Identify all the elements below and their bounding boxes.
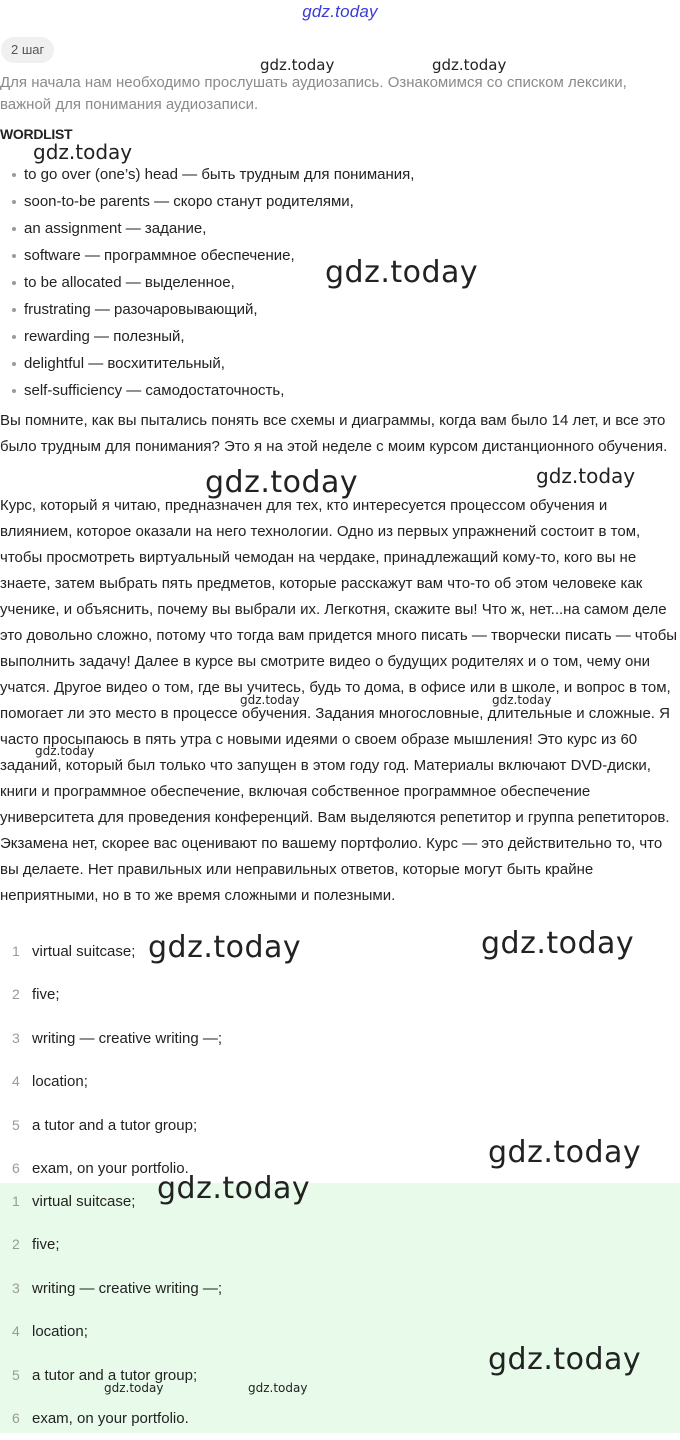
answer-number: 2 xyxy=(12,986,20,1003)
step-badge: 2 шаг xyxy=(1,37,54,63)
bullet-icon xyxy=(12,254,16,258)
answer-text: exam, on your portfolio. xyxy=(32,1409,189,1427)
answer-text: virtual suitcase; xyxy=(32,1193,136,1210)
wordlist-item xyxy=(12,296,414,323)
answer-text: five; xyxy=(32,1236,60,1254)
wordlist-item xyxy=(12,350,414,377)
answer-item xyxy=(0,1267,680,1310)
answer-number: 3 xyxy=(12,1279,20,1296)
wordlist-item-text: to go over (one’s) head — быть трудным для понимания, xyxy=(24,166,415,183)
answer-number: 6 xyxy=(12,1409,20,1426)
answer-item xyxy=(0,1310,680,1353)
wordlist-item xyxy=(12,242,414,269)
wordlist-item xyxy=(12,269,414,296)
bullet-icon xyxy=(12,173,16,177)
wordlist-item xyxy=(12,215,414,242)
intro-text: Для начала нам необходимо прослушать аудиозапись. Ознакомимся со списком лексики, важной для понимания аудиозаписи. xyxy=(0,74,627,113)
highlighted-answers-list xyxy=(0,1180,680,1440)
answer-number: 5 xyxy=(12,1116,20,1133)
watermark: gdz.today xyxy=(148,930,302,965)
site-logo[interactable]: gdz.today xyxy=(302,2,378,21)
answer-item xyxy=(0,1060,680,1103)
answer-text: virtual suitcase; xyxy=(32,943,136,960)
watermark: gdz.today xyxy=(536,464,636,488)
watermark: gdz.today xyxy=(35,744,95,758)
answer-number: 1 xyxy=(12,943,20,959)
answer-number: 3 xyxy=(12,1029,20,1046)
paragraph-intro: Вы помните, как вы пытались понять все схемы и диаграммы, когда вам было 14 лет, и все это было трудным для понимания? Это я на этой неделе с моим курсом дистанционного обучения. xyxy=(0,412,668,455)
answer-item xyxy=(0,1397,680,1440)
answer-text: five; xyxy=(32,986,60,1004)
answer-number: 2 xyxy=(12,1236,20,1253)
answer-item xyxy=(0,973,680,1016)
answer-item xyxy=(0,1354,680,1397)
bullet-icon xyxy=(12,227,16,231)
answer-number: 6 xyxy=(12,1159,20,1176)
wordlist-item-text: software — программное обеспечение, xyxy=(24,247,295,264)
bullet-icon xyxy=(12,308,16,312)
bullet-icon xyxy=(12,389,16,393)
watermark: gdz.today xyxy=(432,56,507,74)
answer-item xyxy=(0,1017,680,1060)
bullet-icon xyxy=(12,281,16,285)
answer-item xyxy=(0,930,680,973)
answer-item xyxy=(0,1104,680,1147)
watermark: gdz.today xyxy=(205,465,359,500)
wordlist-title: WORDLIST xyxy=(0,126,73,142)
answers-list xyxy=(0,930,680,1190)
answer-item xyxy=(0,1180,680,1223)
wordlist-item-text: delightful — восхитительный, xyxy=(24,355,225,372)
wordlist xyxy=(12,161,414,404)
watermark: gdz.today xyxy=(248,1381,308,1395)
answer-text: a tutor and a tutor group; xyxy=(32,1366,198,1384)
bullet-icon xyxy=(12,200,16,204)
watermark: gdz.today xyxy=(325,255,479,290)
answer-text: writing — creative writing —; xyxy=(32,1279,223,1297)
wordlist-item-text: rewarding — полезный, xyxy=(24,328,185,345)
watermark: gdz.today xyxy=(488,1135,642,1170)
answer-text: location; xyxy=(32,1073,88,1091)
answer-text: exam, on your portfolio. xyxy=(32,1159,189,1177)
watermark: gdz.today xyxy=(240,693,300,707)
answer-text: writing — creative writing —; xyxy=(32,1029,223,1047)
bullet-icon xyxy=(12,335,16,339)
wordlist-item-text: frustrating — разочаровывающий, xyxy=(24,301,258,318)
bullet-icon xyxy=(12,362,16,366)
wordlist-item-text: an assignment — задание, xyxy=(24,220,207,237)
answer-item xyxy=(0,1223,680,1266)
answer-number: 1 xyxy=(12,1193,20,1209)
answer-number: 5 xyxy=(12,1366,20,1383)
watermark: gdz.today xyxy=(481,926,635,961)
answer-number: 4 xyxy=(12,1073,20,1090)
wordlist-item-text: soon-to-be parents — скоро станут родителями, xyxy=(24,193,354,210)
wordlist-item xyxy=(12,161,414,188)
wordlist-item xyxy=(12,377,414,404)
watermark: gdz.today xyxy=(492,693,552,707)
paragraph-main: Курс, который я читаю, предназначен для тех, кто интересуется процессом обучения и влиянием, которое оказали на него технологии. Одно из первых упражнений состоит в том, чтобы просмотреть виртуальный чемодан на чердаке, принадлежащий кому-то, кого вы не знаете, затем выбрать пять предметов, которые расскажут вам что-то об этом человеке как ученике, и объяснить, почему вы выбрали их. Легкотня, скажите вы! Что ж, нет...на самом деле это довольно сложно, потому что тогда вам придется много писать — творчески писать — чтобы выполнить задачу! Далее в курсе вы смотрите видео о будущих родителях и о том, чему они учатся. Другое видео о том, где вы учитесь, будь то дома, в офисе или в школе, и вопрос в том, помогает ли это место в процессе обучения. Задания многословные, длительные и сложные. Я часто просыпаюсь в пять утра с новыми идеями о своем образе мышления! Это курс из 60 заданий, который был только что запущен в этом году год. Материалы включают DVD-диски, книги и программное обеспечение, включая собственное программное обеспечение университета для проведения конференций. Вам выделяются репетитор и группа репетиторов. Экзамена нет, скорее вас оценивают по вашему портфолио. Курс — это действительно то, что вы делаете. Нет правильных или неправильных ответов, которые могут быть крайне неприятными, но в то же время сложными и полезными. xyxy=(0,497,678,904)
wordlist-item xyxy=(12,323,414,350)
watermark: gdz.today xyxy=(157,1171,311,1206)
watermark: gdz.today xyxy=(104,1381,164,1395)
wordlist-item-text: to be allocated — выделенное, xyxy=(24,274,235,291)
watermark: gdz.today xyxy=(488,1342,642,1377)
wordlist-item-text: self-sufficiency — самодостаточность, xyxy=(24,382,285,399)
watermark: gdz.today xyxy=(260,56,335,74)
answer-number: 4 xyxy=(12,1323,20,1340)
answer-text: a tutor and a tutor group; xyxy=(32,1116,198,1134)
wordlist-item xyxy=(12,188,414,215)
answer-text: location; xyxy=(32,1323,88,1341)
watermark: gdz.today xyxy=(33,140,133,164)
